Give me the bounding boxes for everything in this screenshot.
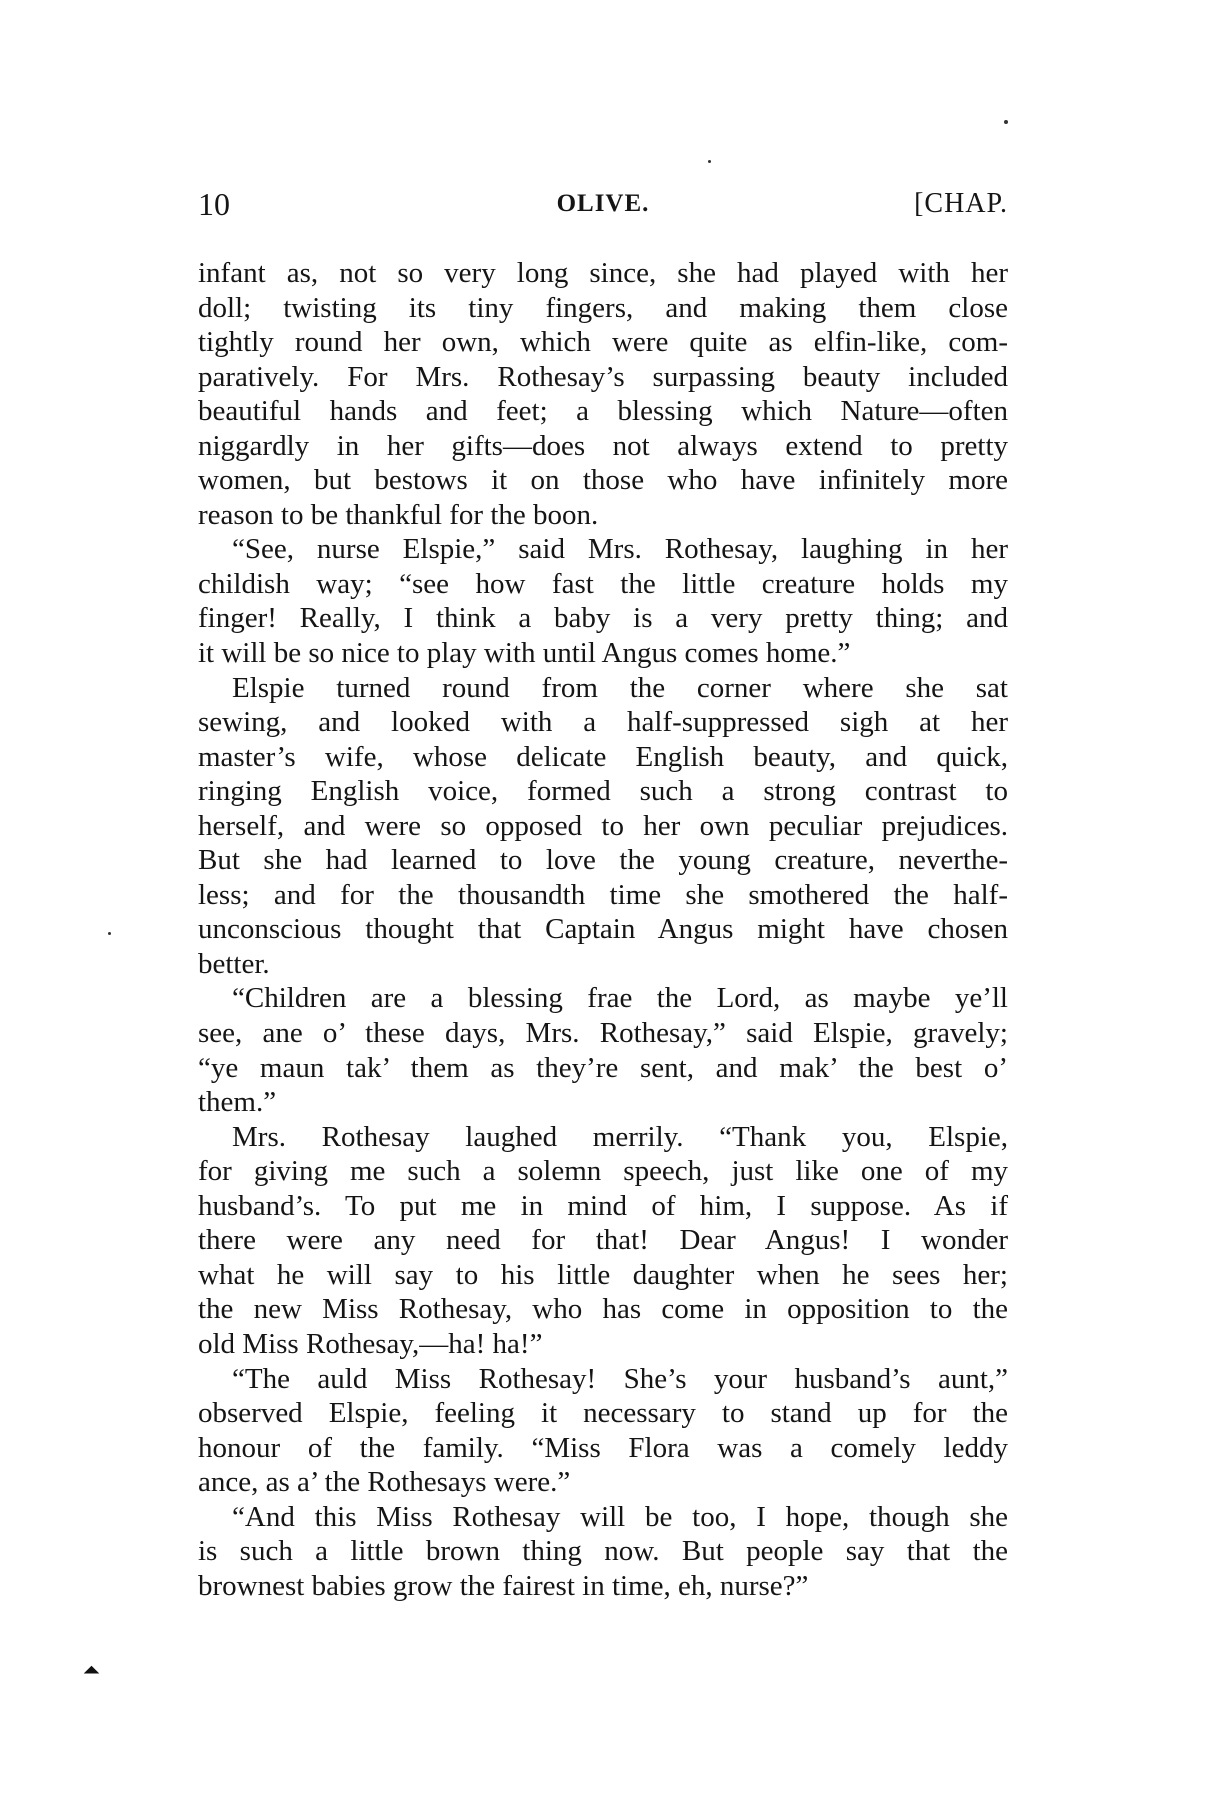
text-line: Elspie turned round from the corner where she sat — [232, 671, 1008, 704]
page-corner-arrow-icon — [84, 1666, 100, 1682]
text-line: paratively. For Mrs. Rothesay’s surpassing beauty included — [198, 360, 1008, 393]
text-line: women, but bestows it on those who have infinitely more — [198, 464, 1008, 497]
text-line: it will be so nice to play with until Angus comes home.” — [198, 637, 851, 670]
text-line: “The auld Miss Rothesay! She’s your husband’s aunt,” — [232, 1362, 1008, 1395]
text-line: finger! Really, I think a baby is a very pretty thing; and — [198, 602, 1008, 635]
text-line: brownest babies grow the fairest in time, eh, nurse?” — [198, 1569, 809, 1602]
text-line: less; and for the thousandth time she smothered the half- — [198, 878, 1008, 911]
text-line: niggardly in her gifts—does not always extend to pretty — [198, 429, 1008, 462]
text-line: ringing English voice, formed such a strong contrast to — [198, 775, 1008, 808]
text-line: better. — [198, 947, 270, 980]
text-line: unconscious thought that Captain Angus might have chosen — [198, 913, 1008, 946]
text-line: “And this Miss Rothesay will be too, I hope, though she — [232, 1500, 1008, 1533]
text-line: reason to be thankful for the boon. — [198, 498, 599, 531]
text-line: herself, and were so opposed to her own peculiar prejudices. — [198, 809, 1008, 842]
text-line: “ye maun tak’ them as they’re sent, and mak’ the best o’ — [198, 1051, 1008, 1084]
text-line: infant as, not so very long since, she had played with her — [198, 257, 1008, 289]
text-line: doll; twisting its tiny fingers, and making them close — [198, 291, 1008, 324]
stray-mark — [108, 932, 111, 935]
text-line: childish way; “see how fast the little creature holds my — [198, 567, 1008, 600]
text-line: old Miss Rothesay,—ha! ha!” — [198, 1327, 543, 1360]
stray-mark — [708, 160, 711, 163]
page-body-text — [198, 256, 1008, 1603]
text-line: see, ane o’ these days, Mrs. Rothesay,” said Elspie, gravely; — [198, 1017, 1008, 1050]
text-line: honour of the family. “Miss Flora was a comely leddy — [198, 1431, 1008, 1464]
text-line: master’s wife, whose delicate English beauty, and quick, — [198, 740, 1008, 773]
text-line: ance, as a’ the Rothesays were.” — [198, 1466, 571, 1499]
text-line: them.” — [198, 1086, 277, 1119]
text-line: “Children are a blessing frae the Lord, as maybe ye’ll — [232, 982, 1008, 1015]
text-line: “See, nurse Elspie,” said Mrs. Rothesay, laughing in her — [232, 533, 1008, 566]
text-line: observed Elspie, feeling it necessary to stand up for the — [198, 1397, 1008, 1430]
stray-mark — [1004, 120, 1008, 124]
text-line: But she had learned to love the young creature, neverthe- — [198, 844, 1008, 877]
page-number: 10 — [198, 186, 230, 222]
text-line: there were any need for that! Dear Angus! I wonder — [198, 1224, 1008, 1257]
text-line: Mrs. Rothesay laughed merrily. “Thank you, Elspie, — [232, 1120, 1008, 1153]
text-line: is such a little brown thing now. But people say that the — [198, 1535, 1008, 1568]
text-line: what he will say to his little daughter when he sees her; — [198, 1258, 1008, 1291]
text-line: for giving me such a solemn speech, just like one of my — [198, 1155, 1008, 1188]
chapter-mark: [CHAP. — [914, 188, 1008, 219]
text-line: beautiful hands and feet; a blessing which Nature—often — [198, 395, 1008, 428]
text-line: tightly round her own, which were quite as elfin-like, com- — [198, 326, 1008, 359]
page-header — [198, 186, 1008, 230]
text-line: the new Miss Rothesay, who has come in opposition to the — [198, 1293, 1008, 1326]
text-line: husband’s. To put me in mind of him, I suppose. As if — [198, 1189, 1008, 1222]
running-title: OLIVE. — [556, 190, 650, 217]
text-line: sewing, and looked with a half-suppressed sigh at her — [198, 706, 1008, 739]
